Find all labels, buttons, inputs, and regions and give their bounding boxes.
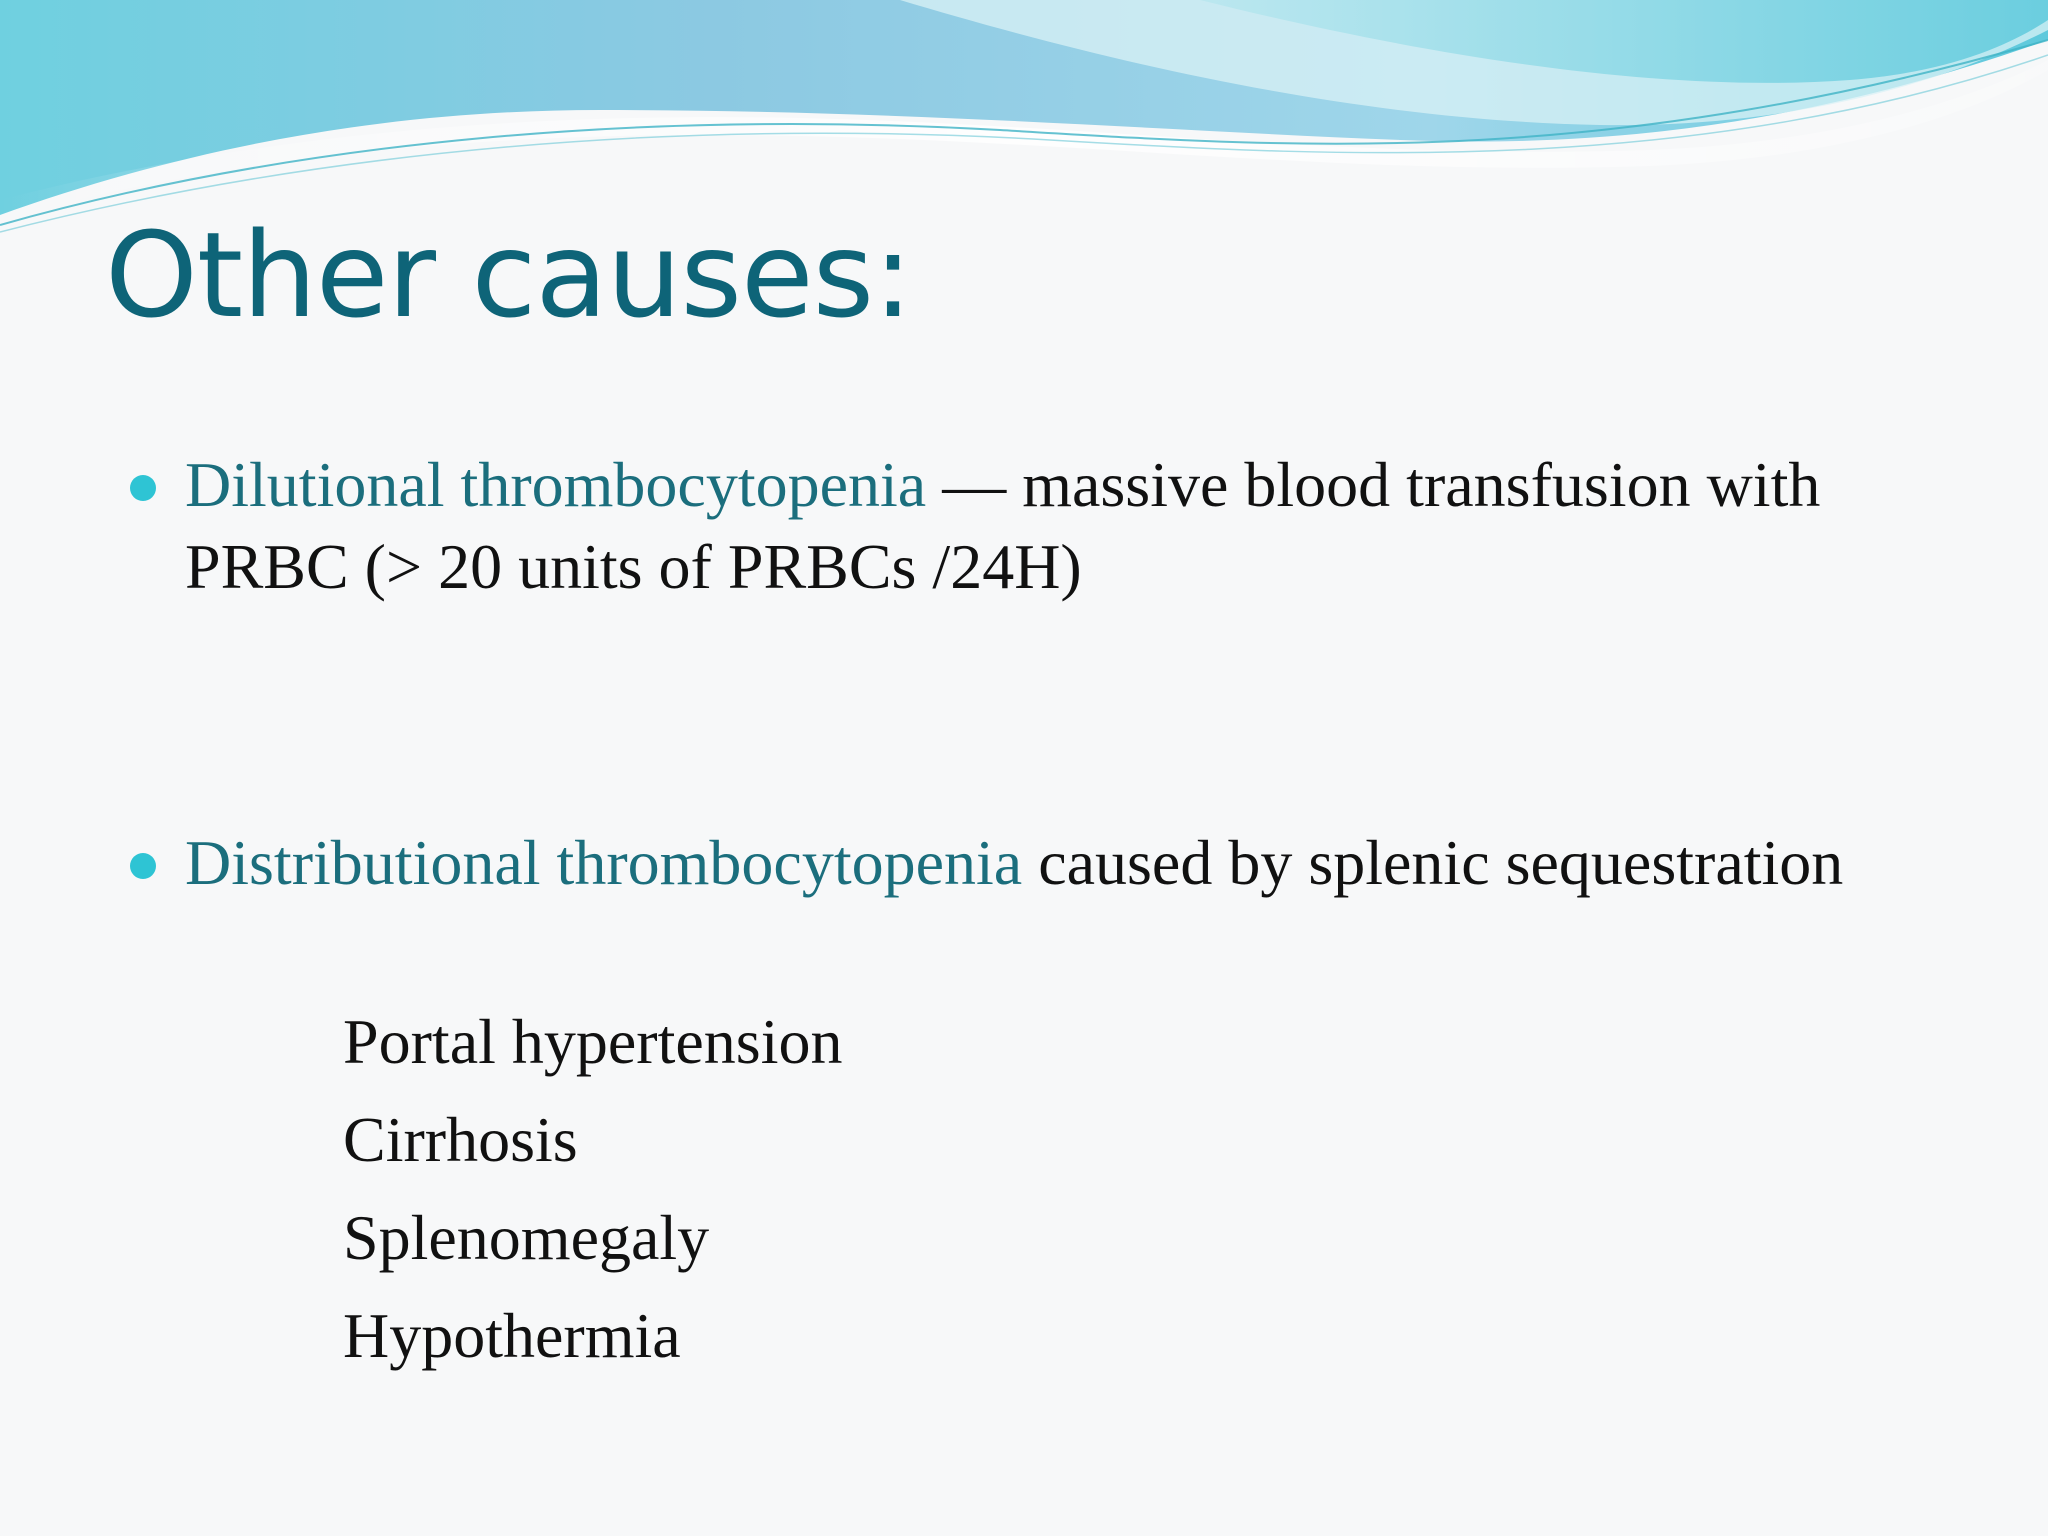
bullet-dilutional: [185, 444, 1985, 608]
bullet-text: caused by splenic sequestration: [1022, 827, 1844, 898]
sub-item-cirrhosis: Cirrhosis: [343, 1104, 578, 1175]
sub-item-hypothermia: Hypothermia: [343, 1300, 681, 1371]
bullet-text: — massive blood transfusion with PRBC (> 20 units of PRBCs /24H): [185, 449, 1821, 602]
sub-item-splenomegaly: Splenomegaly: [343, 1202, 710, 1273]
header-wave-decoration: [0, 0, 2048, 240]
bullet-highlight: Dilutional thrombocytopenia: [185, 449, 927, 520]
sub-item-portal-hypertension: Portal hypertension: [343, 1006, 843, 1077]
bullet-dot-icon: [130, 853, 156, 879]
bullet-highlight: Distributional thrombocytopenia: [185, 827, 1023, 898]
bullet-distributional: [185, 822, 1985, 904]
slide-title: Other causes:: [105, 206, 912, 344]
bullet-dot-icon: [130, 475, 156, 501]
